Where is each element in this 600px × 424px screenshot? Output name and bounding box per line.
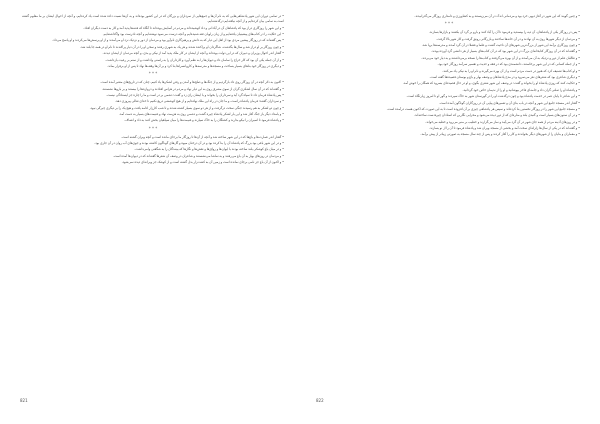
paragraph: • اکنون به ذکر آنچه در آن روزگار روی داد بازگردیم و از جنگ‌ها و صلح‌ها و آمدن و رفتن لشکرها یاد کنیم، چنان که در تاریخ‌های معتبر آمده است. xyxy=(100,80,284,85)
paragraph: • و گفته‌اند که در آن سال لشکری گران از سوی مشرق روی به این دیار نهاد و مردم در هراس افتادند و دروازه‌ها را ببستند و بر باروها نشستند. xyxy=(101,86,284,91)
paragraph: • پس پادشاه فرمان داد تا سپاه گرد آید و سرداران را بخواند و با ایشان رای زد و گفت: دشمن بر در است و ما را چاره جز ایستادگی نیست. xyxy=(106,92,284,97)
paragraph: • و طالبان علم از دور و نزدیک به آن می‌آمدند و از آن بهره می‌گرفتند و کتاب‌ها را نسخه برمی‌داشتند و به دیار خود می‌بردند. xyxy=(421,55,580,60)
paragraph: • و دیگری در روزگار خود بناهای بسیار بساخت و مسجدها و مدرسه‌ها و کاروانسراها بنا کرد و بر آن‌ها وقف‌ها نهاد تا پس از او برقرار بماند. xyxy=(107,63,284,68)
paragraph: • و اکنون از آن باغ جز نامی برجای نمانده است و زمین آن به کشت‌زار بدل گشته است و از کوشک جز ویرانه‌ای دیده نمی‌شود. xyxy=(121,160,284,165)
paragraph: • پس در روزگار یکی از پادشاهان، آن دیه را بپسندید و فرمود تا آن را آباد کنند و بارو بر گرد آن بکشند و بازارها بسازند. xyxy=(428,30,580,35)
paragraph: • و سرداران گفتند: فرمان پادشاه راست، و ما جان در راه این ملک نهاده‌ایم و از هیچ کوششی دریغ نکنیم تا خدای تعالی پیروزی دهد. xyxy=(115,99,284,104)
paragraph: • در تمامی دوران این شهر پادشاهی‌هایی که به نام آن‌ها و جمع‌هایی از سرداران و بزرگان که در این کشور بوده‌اند و به آن‌ها نسبت داده شده است یاد کرده‌ایم، و آنچه از احوال ایشان بر ما معلوم گشته است به تمامی بیان کرده‌ایم و از آنچه نیافته‌ایم درگذشته‌ایم. xyxy=(22,14,284,24)
paragraph: • و گفته‌اند که در یکی از سال‌ها زلزله‌ای سخت آمد و بخشی از مسجد ویران شد و پادشاه فرمود تا آن را از نو بسازند. xyxy=(429,126,580,131)
section-divider: * * * xyxy=(148,125,158,131)
page-number-right: 822 xyxy=(316,398,324,403)
paragraph: • و مسجد جامع این شهر را در روزگار نخستین بنا کرده‌اند و سپس هر پادشاهی چیزی بر آن افزوده است تا به این صورت که اکنون هست درآمده است. xyxy=(386,106,580,111)
paragraph: • پس گفته‌اند که در روزگار پیشین مردی بود از اهل این دیار که به دانش و پرهیزگاری نام‌آور بود و مردمان از دور و نزدیک نزد او می‌آمدند و از او پرسش‌ها می‌کردند و او پاسخ می‌داد. xyxy=(52,38,284,43)
paragraph: • گفتار اندر مسجد جامع این شهر و آنچه در باب بنای آن و تعمیرهای پیاپی آن در روزگاران گوناگون آمده است. xyxy=(439,100,580,105)
paragraph: • و در میان باغ کوشکی بلند ساخته بودند با ایوان‌ها و رواق‌ها و نقش‌ها و نگارها که بینندگان را به شگفتی وامی‌داشت. xyxy=(134,147,284,152)
paragraph: • و این شهر را روزگاری دراز بود که پادشاهان آن در آبادانی و داد کوشیده‌اند و مردم در آسایش بوده‌اند تا آنگاه که فتنه‌ها پدید آمد و کار به دست دیگران افتاد. xyxy=(83,25,284,30)
paragraph: • و معماران و بنایان را از شهرهای دیگر بخواندند و کار را آغاز کردند و پس از چند سال مسجد به صورتی زیباتر از پیش برآمد. xyxy=(420,132,580,137)
paragraph: • و گفته‌اند که در آن روزگار کتابخانه‌ای بزرگ در این شهر بود که در آن کتاب‌های بسیار از هر دانشی گرد آورده بودند. xyxy=(431,49,580,54)
right-page xyxy=(318,14,580,394)
paragraph: • و چون روزگاری برآمد این شهر از بزرگ‌ترین شهرهای آن ناحیت گشت و علما و فضلا در آن گرد آمدند و مدرسه‌ها برپا شد. xyxy=(421,42,580,47)
paragraph: • و از آن جمله یکی آن بود که کار خراج را سامان داد و دیوان‌ها را به نظم آورد و کارداران را به راستی واداشت و از ستم بر رعیت بازداشت. xyxy=(105,57,284,62)
paragraph: • و او کتاب‌ها تصنیف کرد که هنوز در دست مردم است و از آن بهره می‌گیرند و نام او را به نیکی یاد می‌کنند. xyxy=(442,68,580,73)
paragraph: • و حکایت کنند که روزی پادشاه او را بخواند و گفت: در وصف این شهر شعری بگوی، و او در حال قصیده‌ای بسرود که همگان را خوش آمد. xyxy=(402,81,580,86)
paragraph: • و چنین گویند که این شهر در آغاز دیهی خرد بود و مردمانی اندک در آن می‌زیستند و به کشاورزی و دامداری روزگار می‌گذرانیدند. xyxy=(414,14,580,18)
paragraph: • و چون روزگار بر او دراز شد و سال‌ها بگذشت، شاگردان او پراکنده شدند و هر یک به شهری رفتند و سخن او را در آن دیار پراکندند تا نام او در همه جا بلند شد. xyxy=(80,44,284,49)
paragraph: • و بامداد دیگر باز جنگ آغاز شد و این بار لشکر پادشاه چیره گشت و دشمن روی به هزیمت نهاد و غنیمت‌های بسیار به دست آمد. xyxy=(118,112,284,117)
paragraph: • و در آن ستون‌های بسیار است و گنبدی بلند و مناره‌ای که از دور دیده می‌شود و محرابی نگارین که استادان چیره‌دست ساخته‌اند. xyxy=(413,113,580,118)
paragraph: • و دیگری شاعری بود که شعرهای نغز می‌سرود و در مدح پادشاهان و وصف بهار و باغ و بوستان قصیده‌ها گفته است. xyxy=(429,74,580,79)
paragraph: • و پادشاه فرمود تا اسیران را نیکو بدارند و کشتگان را به خاک سپارند و غنیمت‌ها را میان سپاهیان بخش کنند به داد و انصاف. xyxy=(124,118,284,123)
paragraph: • و پادشاه او را صلتی گران داد و جامه‌ای فاخر بپوشانید و او را از ندیمان خاص خود گردانید. xyxy=(462,87,580,92)
paragraph: • و مردمان در روزهای بهار به آن باغ می‌رفتند و به تماشا می‌نشستند و شاعران در وصف آن شعرها گفته‌اند که در دیوان‌ها آمده است. xyxy=(112,153,284,158)
paragraph: • گفتار اندر احوال وزیران و دبیران که در این دولت بوده‌اند و آنچه از ایشان در کار ملک پدید آمد از نیکی و بدی، و آنچه مردمان از ایشان دیدند. xyxy=(102,51,284,56)
section-divider: * * * xyxy=(148,71,158,77)
page-number-left: 821 xyxy=(20,398,28,403)
paragraph: • و در این شهر باغی بود بزرگ که پادشاه آن را بنا کرده بود و در آن درختان میوه و گل‌های گوناگون کاشته بودند و جوی‌های آب روان در آن جاری بود. xyxy=(94,141,284,146)
paragraph: • و چون دو لشکر به هم رسیدند جنگی سخت درگرفت و از هر دو سوی بسیار کشته شدند و تا شب کارزار ادامه یافت و هیچ یک را بر دیگری چیرگی نبود. xyxy=(89,105,284,110)
paragraph: • گفتار اندر عمارت‌ها و باغ‌ها که در این شهر ساخته شد و آنچه از آن‌ها تا روزگار ما برجای مانده است و آنچه ویران گشته است. xyxy=(121,134,284,139)
paragraph: • و این شاعر تا پایان عمر در خدمت پادشاه بود و چون درگذشت او را در گورستان شهر به خاک سپردند و گور او تا امروز زیارتگاه است. xyxy=(406,94,580,99)
paragraph: • و از جمله کسانی که در این شهر برخاستند، دانشمندی بود که در فقه و حدیث و تفسیر سرآمد روزگار خود بود. xyxy=(437,62,580,67)
section-divider: * * * xyxy=(444,21,454,27)
paragraph: • این حکایت را در کتاب‌های پیشینیان یافته‌ایم و از زبان راویان ثقه شنیده‌ایم و آنچه درست می‌نمود نوشته‌ایم و آنچه نادرست بود واگذاشته‌ایم. xyxy=(102,31,284,36)
left-page xyxy=(22,14,284,394)
paragraph: • و مردمان از دیگر شهرها روی به آن نهادند و در آن خانه‌ها ساختند و بازرگانی رونق گرفت و کار شهر بالا گرفت. xyxy=(436,36,580,41)
paragraph: • و در روزهای آدینه مردم از همه جای شهر در آن گرد می‌آیند و نماز می‌گزارند و خطیب بر منبر می‌رود و خطبه می‌خواند. xyxy=(425,119,580,124)
